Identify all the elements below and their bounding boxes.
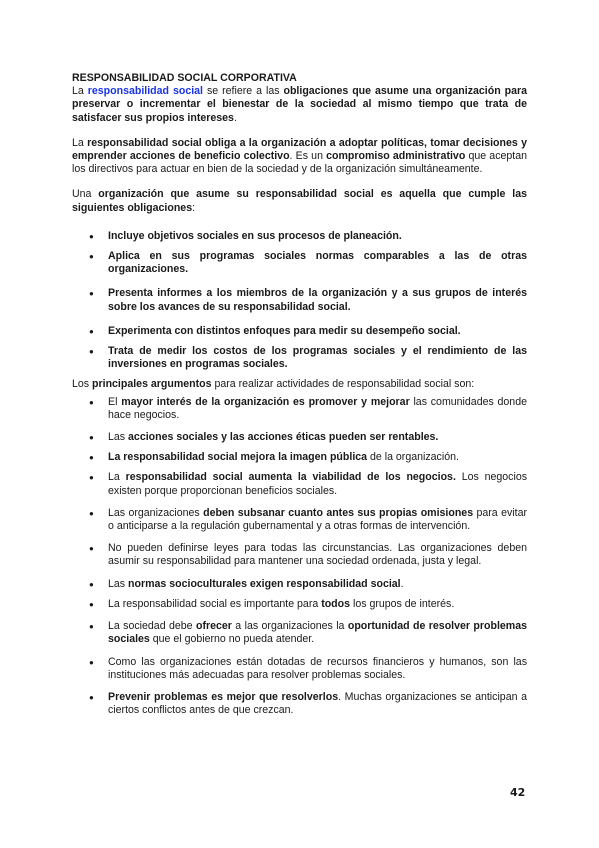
bold-text: compromiso administrativo xyxy=(326,150,466,163)
text: que el gobierno no pueda atender. xyxy=(149,633,315,646)
bold-text: responsabilidad social aumenta la viabilidad de los negocios. xyxy=(125,471,456,484)
text: La xyxy=(72,85,88,98)
paragraph-obligation xyxy=(72,137,527,177)
text: La sociedad debe xyxy=(108,620,196,633)
text: Las xyxy=(108,577,129,590)
page-number: 42 xyxy=(510,786,526,799)
bold-text: obligaciones que asume una organización para preservar o incrementar el bienestar de la sociedad al mismo tiempo que trata de satisfacer sus propios intereses xyxy=(72,85,528,124)
list-item xyxy=(72,542,527,568)
list-item: ● Presenta informes a los miembros de la organización y a sus grupos de interés sobre los avances de su responsabilidad social. xyxy=(72,287,527,313)
text: La xyxy=(108,471,126,484)
text: La responsabilidad social es importante para xyxy=(108,597,322,610)
text: para evitar o anticiparse a la regulación gubernamental y a otras formas de intervención. xyxy=(108,506,527,533)
text: las comunidades donde hace negocios. xyxy=(108,395,527,421)
list-item xyxy=(72,507,527,533)
list-item xyxy=(72,656,527,682)
text: Las organizaciones xyxy=(108,506,204,519)
text: No pueden definirse leyes para todas las circunstancias. Las organizaciones deben asumir su responsabilidad para mantener una sociedad ordenada, justa y legal. xyxy=(108,542,527,568)
page-title: RESPONSABILIDAD SOCIAL CORPORATIVA xyxy=(72,72,297,84)
text: Como las organizaciones están dotadas de recursos financieros y humanos, son las instituciones más adecuadas para resolver problemas sociales. xyxy=(108,655,527,681)
bold-text: normas socioculturales exigen responsabilidad social xyxy=(128,577,401,590)
bold-text: deben subsanar cuanto antes sus propias omisiones xyxy=(203,506,474,519)
list-item xyxy=(72,620,527,646)
paragraph-definition xyxy=(72,85,527,125)
bold-text: acciones sociales y las acciones éticas pueden ser rentables. xyxy=(128,431,439,444)
bold-text: oportunidad de resolver problemas sociales xyxy=(108,620,527,646)
document-page xyxy=(72,72,527,726)
text: El xyxy=(108,395,122,408)
text: Una xyxy=(72,188,99,201)
list-item xyxy=(72,471,527,497)
list-item: ● Incluye objetivos sociales en sus procesos de planeación. xyxy=(72,230,527,243)
bold-text: organización que asume su responsabilidad social es aquella que cumple las siguientes obligaciones xyxy=(72,188,527,214)
list-item: ● Trata de medir los costos de los programas sociales y el rendimiento de las inversiones en programas sociales. xyxy=(72,345,527,371)
bold-text: ofrecer xyxy=(195,620,232,633)
text: para realizar actividades de responsabilidad social son: xyxy=(211,378,475,391)
obligations-list xyxy=(72,230,527,372)
list-item: ● Aplica en sus programas sociales normas comparables a las de otras organizaciones. xyxy=(72,250,527,276)
text: : xyxy=(192,201,196,214)
list-item: ● Experimenta con distintos enfoques para medir su desempeño social. xyxy=(72,325,527,338)
text: a las organizaciones la xyxy=(231,620,348,633)
list-item xyxy=(72,451,527,464)
text: . xyxy=(400,577,404,590)
bold-text: mayor interés de la organización es promover y mejorar xyxy=(121,395,410,408)
text: Los negocios existen porque proporcionan beneficios sociales. xyxy=(108,471,528,497)
text: La xyxy=(72,136,88,149)
text: . Muchas organizaciones se anticipan a ciertos conflictos antes de que crezcan. xyxy=(108,690,527,717)
paragraph-obligations-intro xyxy=(72,188,527,214)
arguments-list xyxy=(72,396,527,718)
list-item xyxy=(72,431,527,444)
bold-text: principales argumentos xyxy=(92,378,212,391)
list-item xyxy=(72,598,527,611)
bold-text: La responsabilidad social mejora la imagen pública xyxy=(108,451,368,464)
responsabilidad-social-link[interactable]: responsabilidad social xyxy=(87,85,203,98)
bold-text: responsabilidad social obliga a la organización a adoptar políticas, tomar decisiones y emprender acciones de beneficio colectivo xyxy=(72,136,527,163)
list-item xyxy=(72,396,527,422)
text: Las xyxy=(108,431,129,444)
text: de la organización. xyxy=(367,451,459,464)
text: se refiere a las xyxy=(203,85,284,98)
text: . Es un xyxy=(289,150,327,163)
list-item xyxy=(72,578,527,591)
text: . xyxy=(233,111,237,124)
text: los grupos de interés. xyxy=(350,597,455,610)
text: que aceptan los directivos para actuar en bien de la sociedad y de la organización simultáneamente. xyxy=(72,150,527,176)
text: Los xyxy=(72,378,93,391)
paragraph-arguments-intro xyxy=(72,378,527,391)
list-item xyxy=(72,691,527,717)
bold-text: todos xyxy=(321,597,351,610)
bold-text: Prevenir problemas es mejor que resolverlos xyxy=(108,690,339,703)
